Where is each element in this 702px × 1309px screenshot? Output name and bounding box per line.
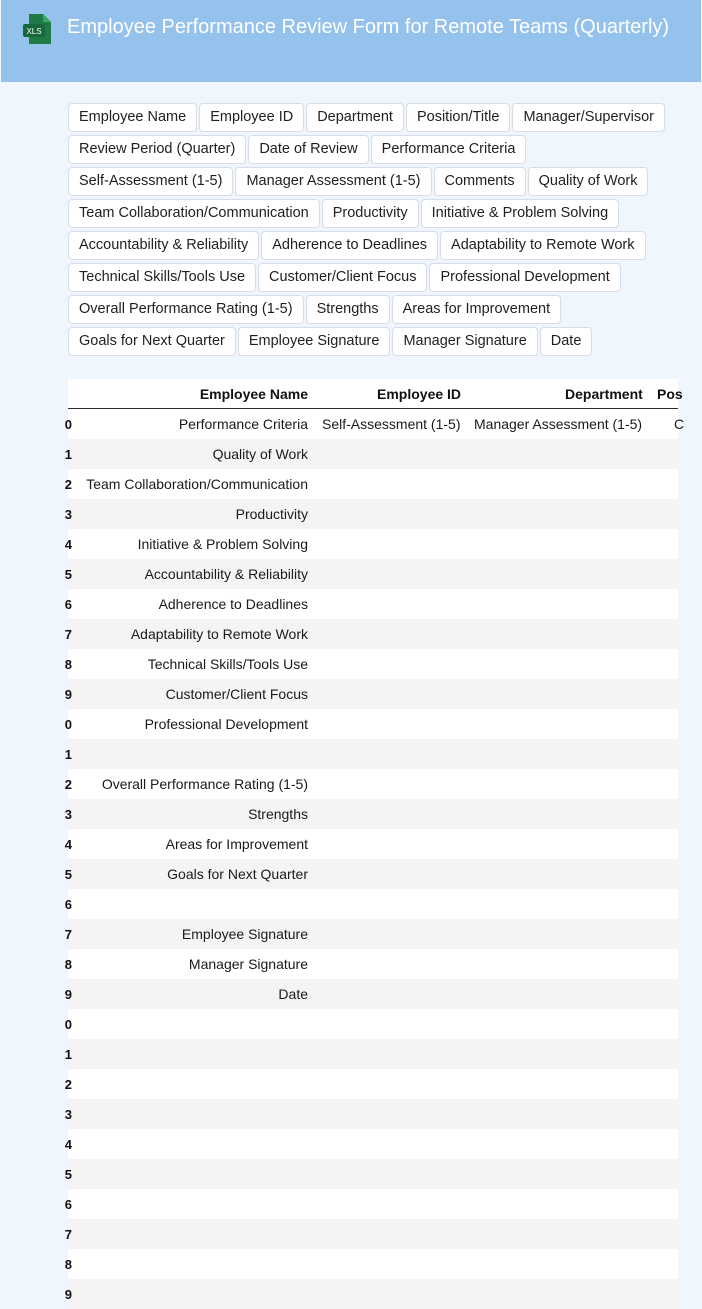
table-row	[64, 649, 678, 679]
column-chip[interactable]: Technical Skills/Tools Use	[68, 263, 256, 292]
table-row	[64, 739, 678, 769]
column-chip[interactable]: Employee ID	[199, 103, 304, 132]
table-row	[64, 1249, 678, 1279]
table-row	[64, 1039, 678, 1069]
table-row	[64, 919, 678, 949]
table-cell[interactable]: Performance Criteria	[178, 416, 308, 432]
row-index: 5	[64, 1167, 72, 1182]
column-header[interactable]: Employee ID	[377, 386, 462, 402]
table-row	[64, 1189, 678, 1219]
column-chip[interactable]: Date of Review	[248, 135, 368, 164]
row-index: 9	[64, 687, 72, 702]
row-index: 8	[64, 657, 72, 672]
row-index: 5	[64, 867, 72, 882]
table-row	[64, 979, 678, 1009]
row-index: 5	[64, 567, 72, 582]
row-index: 3	[64, 1107, 72, 1122]
table-cell[interactable]: Overall Performance Rating (1-5)	[101, 776, 308, 792]
row-index: 4	[64, 537, 72, 552]
row-index: 0	[64, 717, 72, 732]
row-index: 4	[64, 1137, 72, 1152]
column-chip[interactable]: Manager/Supervisor	[512, 103, 665, 132]
row-index: 6	[64, 597, 72, 612]
row-index: 1	[64, 747, 72, 762]
table-row	[64, 859, 678, 889]
app-header	[1, 0, 701, 82]
row-index: 4	[64, 837, 72, 852]
table-cell[interactable]: Manager Signature	[188, 956, 308, 972]
table-cell[interactable]: Professional Development	[144, 716, 308, 732]
table-row	[64, 589, 678, 619]
table-cell[interactable]: Technical Skills/Tools Use	[147, 656, 308, 672]
column-chip[interactable]: Quality of Work	[528, 167, 649, 196]
row-index: 2	[64, 1077, 72, 1092]
table-row	[64, 1219, 678, 1249]
data-table	[64, 379, 685, 1302]
row-index: 8	[64, 957, 72, 972]
column-chip[interactable]: Adherence to Deadlines	[261, 231, 438, 260]
column-chip[interactable]: Goals for Next Quarter	[68, 327, 236, 356]
table-row	[64, 559, 678, 589]
table-row	[64, 529, 678, 559]
table-cell[interactable]: Initiative & Problem Solving	[137, 536, 308, 552]
column-chip[interactable]: Performance Criteria	[371, 135, 527, 164]
row-index: 7	[64, 1227, 72, 1242]
column-chip[interactable]: Department	[306, 103, 404, 132]
table-row	[64, 1159, 678, 1189]
table-cell[interactable]: Productivity	[235, 506, 308, 522]
page-title: Employee Performance Review Form for Remote Teams (Quarterly)	[67, 16, 670, 38]
row-index: 6	[64, 1197, 72, 1212]
column-chip[interactable]: Overall Performance Rating (1-5)	[68, 295, 304, 324]
row-index: 7	[64, 627, 72, 642]
row-index: 8	[64, 1257, 72, 1272]
row-index: 3	[64, 507, 72, 522]
table-cell[interactable]: Quality of Work	[212, 446, 308, 462]
row-index: 0	[64, 417, 72, 432]
table-cell[interactable]: Strengths	[248, 806, 308, 822]
table-cell[interactable]: Areas for Improvement	[165, 836, 308, 852]
column-chip[interactable]: Manager Assessment (1-5)	[235, 167, 431, 196]
row-index: 3	[64, 807, 72, 822]
row-index: 1	[64, 447, 72, 462]
column-chip-list	[68, 103, 688, 356]
table-row	[64, 469, 678, 499]
table-row	[64, 619, 678, 649]
row-index: 2	[64, 477, 72, 492]
table-row	[64, 1129, 678, 1159]
row-index: 9	[64, 987, 72, 1002]
table-cell[interactable]: Team Collaboration/Communication	[86, 476, 308, 492]
column-chip[interactable]: Date	[540, 327, 593, 356]
column-chip[interactable]: Areas for Improvement	[392, 295, 561, 324]
table-cell[interactable]: Employee Signature	[181, 926, 308, 942]
table-cell[interactable]: Manager Assessment (1-5)	[474, 416, 643, 432]
table-row	[64, 499, 678, 529]
row-index: 9	[64, 1287, 72, 1302]
table-row	[64, 1069, 678, 1099]
column-chip[interactable]: Productivity	[322, 199, 419, 228]
table-row	[64, 1279, 678, 1309]
table-cell[interactable]: Goals for Next Quarter	[167, 866, 308, 882]
column-chip[interactable]: Professional Development	[429, 263, 620, 292]
table-row	[64, 889, 678, 919]
table-row	[64, 679, 678, 709]
column-chip[interactable]: Initiative & Problem Solving	[421, 199, 620, 228]
column-chip[interactable]: Self-Assessment (1-5)	[68, 167, 233, 196]
column-chip[interactable]: Customer/Client Focus	[258, 263, 427, 292]
table-body	[64, 409, 685, 1309]
table-cell[interactable]: Date	[278, 986, 308, 1002]
row-index: 2	[64, 777, 72, 792]
row-index: 6	[64, 897, 72, 912]
table-row	[64, 1099, 678, 1129]
table-cell[interactable]: C	[674, 416, 685, 432]
column-chip[interactable]: Adaptability to Remote Work	[440, 231, 645, 260]
table-cell[interactable]: Customer/Client Focus	[165, 686, 308, 702]
table-row	[64, 1009, 678, 1039]
column-chip[interactable]: Position/Title	[406, 103, 510, 132]
column-header[interactable]: Employee Name	[199, 386, 308, 402]
table-row	[64, 799, 678, 829]
column-chip[interactable]: Strengths	[306, 295, 390, 324]
column-chip[interactable]: Team Collaboration/Communication	[68, 199, 320, 228]
table-cell[interactable]: Adherence to Deadlines	[158, 596, 308, 612]
column-chip[interactable]: Employee Name	[68, 103, 197, 132]
table-header	[68, 379, 683, 409]
table-cell[interactable]: Accountability & Reliability	[144, 566, 308, 582]
xls-icon-label: XLS	[26, 27, 42, 36]
column-header[interactable]: Department	[565, 386, 643, 402]
table-row	[64, 829, 678, 859]
column-chip[interactable]: Comments	[434, 167, 526, 196]
column-chip[interactable]: Accountability & Reliability	[68, 231, 259, 260]
table-row	[64, 709, 678, 739]
column-chip[interactable]: Employee Signature	[238, 327, 391, 356]
row-index: 1	[64, 1047, 72, 1062]
column-chip[interactable]: Review Period (Quarter)	[68, 135, 246, 164]
row-index: 7	[64, 927, 72, 942]
table-row	[64, 409, 685, 439]
table-row	[64, 949, 678, 979]
table-row	[64, 769, 678, 799]
row-index: 0	[64, 1017, 72, 1032]
column-chip[interactable]: Manager Signature	[392, 327, 537, 356]
table-cell[interactable]: Adaptability to Remote Work	[130, 626, 308, 642]
table-row	[64, 439, 678, 469]
column-header[interactable]: Pos	[657, 386, 683, 402]
table-cell[interactable]: Self-Assessment (1-5)	[322, 416, 461, 432]
